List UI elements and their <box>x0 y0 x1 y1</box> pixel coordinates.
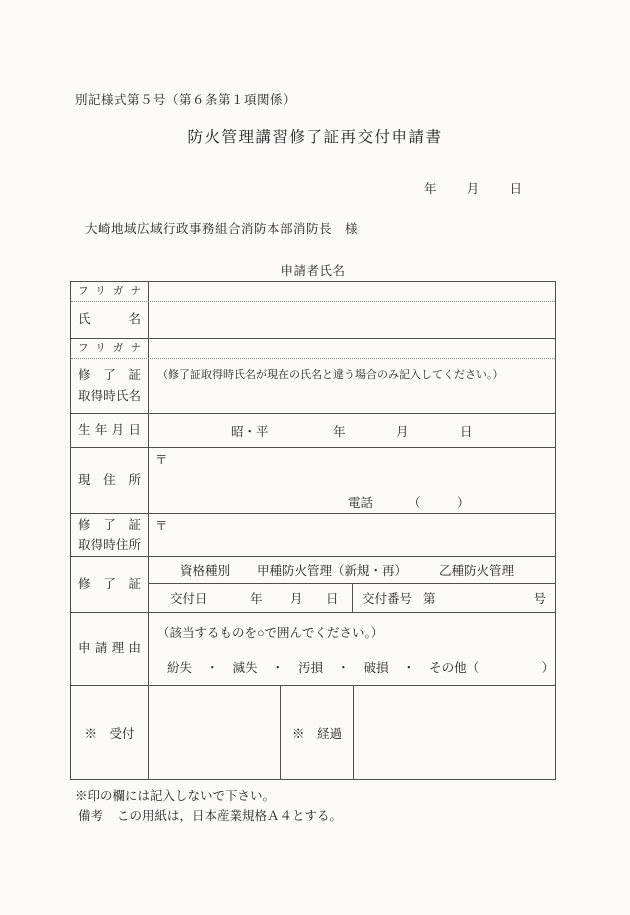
certificate-issue-row <box>149 584 555 612</box>
postal-mark: 〒 <box>155 453 168 467</box>
row-birthdate <box>71 414 555 448</box>
prev-address-input-area <box>149 514 555 556</box>
prev-name-input-area <box>149 339 555 413</box>
progress-label-cell <box>281 686 354 779</box>
reason-option-other: その他（ ） <box>429 661 555 675</box>
remark-text: この用紙は，日本産業規格Ａ４とする。 <box>117 809 343 823</box>
name-label: 氏名 <box>78 312 141 326</box>
dot-separator: ・ <box>271 661 285 675</box>
phone-paren-close: ） <box>457 496 470 510</box>
certificate-category-row <box>149 557 555 584</box>
form-title: 防火管理講習修了証再交付申請書 <box>187 129 443 146</box>
prev-name-label-cell <box>71 339 149 413</box>
issue-date-label: 交付日 <box>170 592 208 606</box>
phone-label: 電話 <box>348 496 374 510</box>
phone-paren-open: （ <box>408 496 421 510</box>
form-reference: 別記様式第５号（第６条第１項関係） <box>75 93 297 107</box>
birthdate-label: 生年月日 <box>78 423 141 437</box>
date-day-label: 日 <box>509 182 522 196</box>
birthdate-label-cell <box>71 414 149 447</box>
row-prev-address <box>71 514 555 557</box>
footer-note: ※印の欄には記入しないで下さい。 <box>75 789 276 803</box>
birth-day-label: 日 <box>460 424 473 439</box>
applicant-name-heading: 申請者氏名 <box>280 264 346 278</box>
reason-options <box>167 658 554 676</box>
birth-month-label: 月 <box>396 424 409 439</box>
date-month-label: 月 <box>466 182 480 196</box>
row-applicant-name <box>71 282 555 339</box>
reason-label-cell <box>71 613 149 685</box>
postal-mark: 〒 <box>155 519 168 533</box>
date-year-label: 年 <box>424 182 437 196</box>
issue-date-cell <box>149 584 353 612</box>
furigana-label: フリガナ <box>78 286 141 297</box>
row-reason <box>71 613 555 686</box>
prev-name-note: （修了証取得時氏名が現在の氏名と違う場合のみ記入してください。） <box>157 369 504 381</box>
prev-address-label-line1: 修了証 <box>78 518 141 532</box>
issue-day-label: 日 <box>326 592 339 606</box>
addressee: 大崎地域広域行政事務組合消防本部消防長 様 <box>85 222 359 236</box>
birth-year-label: 年 <box>333 424 346 439</box>
issue-number-suffix: 号 <box>533 592 546 606</box>
issue-number-label: 交付番号 <box>362 592 413 606</box>
row-certificate <box>71 557 555 613</box>
application-table <box>70 281 556 780</box>
row-office-use <box>71 686 555 779</box>
current-address-label-cell <box>71 448 149 513</box>
row-prev-name <box>71 339 555 414</box>
certificate-name-label-line1: 修了証 <box>78 367 141 382</box>
progress-entry-cell <box>354 686 555 779</box>
remark-label: 備考 <box>78 809 104 823</box>
reason-option-lost: 紛失 <box>167 661 193 675</box>
dotted-separator <box>71 358 555 359</box>
dot-separator: ・ <box>337 661 350 675</box>
name-input-area <box>149 282 555 338</box>
era-label: 昭・平 <box>231 424 269 439</box>
dot-separator: ・ <box>206 661 219 675</box>
name-label-cell <box>71 282 149 338</box>
certificate-name-label-line2: 取得時氏名 <box>78 388 141 403</box>
reason-instruction: （該当するものを○で囲んでください。） <box>157 626 384 640</box>
reception-label: ※ 受付 <box>84 726 135 741</box>
furigana-label: フリガナ <box>78 343 141 354</box>
reception-label-cell <box>71 686 149 779</box>
reason-option-damaged: 破損 <box>363 661 389 675</box>
certificate-label: 修了証 <box>78 577 141 591</box>
reason-input-area <box>149 613 555 685</box>
reason-option-stained: 汚損 <box>298 661 324 675</box>
prev-address-label-cell <box>71 514 149 556</box>
category-type-a: 甲種防火管理（新規・再） <box>257 564 408 578</box>
category-label: 資格種別 <box>180 564 231 578</box>
row-current-address <box>71 448 555 514</box>
issue-number-prefix: 第 <box>423 592 436 606</box>
birthdate-input-area <box>149 414 555 447</box>
certificate-detail-area <box>149 557 555 612</box>
issue-number-cell <box>353 584 555 612</box>
prev-address-label-line2: 取得時住所 <box>78 538 141 552</box>
issue-month-label: 月 <box>290 592 303 606</box>
date-line <box>424 179 522 197</box>
reason-option-destroyed: 滅失 <box>232 661 258 675</box>
dot-separator: ・ <box>402 661 416 675</box>
footer-remark <box>78 806 342 824</box>
current-address-label: 現住所 <box>78 473 141 487</box>
progress-label: ※ 経過 <box>291 726 342 741</box>
certificate-label-cell <box>71 557 149 612</box>
current-address-input-area <box>149 448 555 513</box>
category-type-b: 乙種防火管理 <box>439 564 515 578</box>
reception-entry-cell <box>149 686 281 779</box>
reason-label: 申請理由 <box>78 641 141 655</box>
dotted-separator <box>71 301 555 302</box>
issue-year-label: 年 <box>250 592 263 606</box>
